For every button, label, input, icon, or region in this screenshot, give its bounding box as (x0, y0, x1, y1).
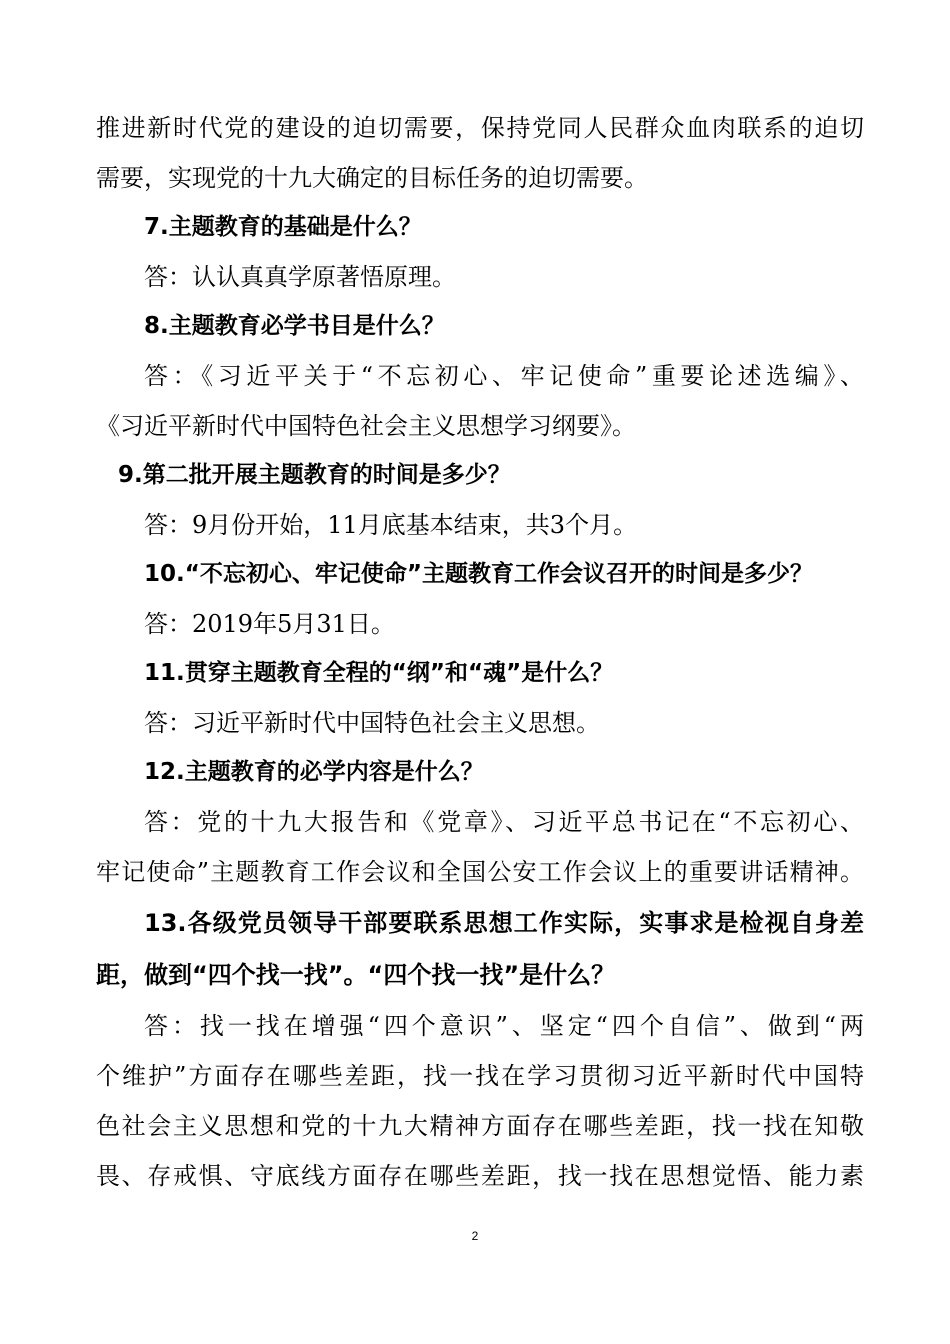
answer-9: 答：9月份开始，11月底基本结束，共3个月。 (144, 511, 638, 539)
answer-11: 答：习近平新时代中国特色社会主义思想。 (144, 709, 600, 737)
answer-13-line-3: 色社会主义思想和党的十九大精神方面存在哪些差距，找一找在知敬 (96, 1112, 864, 1140)
question-7: 7.主题教育的基础是什么？ (144, 214, 422, 240)
page-number: 2 (471, 1229, 479, 1243)
body-text-line: 推进新时代党的建设的迫切需要，保持党同人民群众血肉联系的迫切 (96, 114, 864, 142)
answer-7: 答：认认真真学原著悟原理。 (144, 263, 456, 291)
question-13-line-1: 13.各级党员领导干部要联系思想工作实际，实事求是检视自身差 (144, 909, 864, 937)
question-10: 10.“不忘初心、牢记使命”主题教育工作会议召开的时间是多少？ (144, 561, 813, 587)
answer-8-line-1: 答：《习近平关于“不忘初心、牢记使命”重要论述选编》、 (144, 362, 864, 390)
answer-13-line-2: 个维护”方面存在哪些差距，找一找在学习贯彻习近平新时代中国特 (96, 1062, 864, 1090)
question-13-line-2: 距，做到“四个找一找”。“四个找一找”是什么？ (96, 961, 616, 989)
answer-10: 答：2019年5月31日。 (144, 610, 395, 638)
answer-13-line-1: 答：找一找在增强“四个意识”、坚定“四个自信”、做到“两 (144, 1012, 864, 1040)
question-8: 8.主题教育必学书目是什么？ (144, 313, 445, 339)
answer-12-line-1: 答：党的十九大报告和《党章》、习近平总书记在“不忘初心、 (144, 808, 864, 836)
body-text-line: 需要，实现党的十九大确定的目标任务的迫切需要。 (96, 164, 648, 192)
answer-12-line-2: 牢记使命”主题教育工作会议和全国公安工作会议上的重要讲话精神。 (96, 858, 864, 886)
answer-8-line-2: 《习近平新时代中国特色社会主义思想学习纲要》。 (96, 412, 636, 440)
question-11: 11.贯穿主题教育全程的“纲”和“魂”是什么？ (144, 660, 614, 686)
question-9: 9.第二批开展主题教育的时间是多少？ (118, 462, 511, 488)
question-12: 12.主题教育的必学内容是什么？ (144, 759, 484, 785)
answer-13-line-4: 畏、存戒惧、守底线方面存在哪些差距，找一找在思想觉悟、能力素 (96, 1162, 864, 1190)
